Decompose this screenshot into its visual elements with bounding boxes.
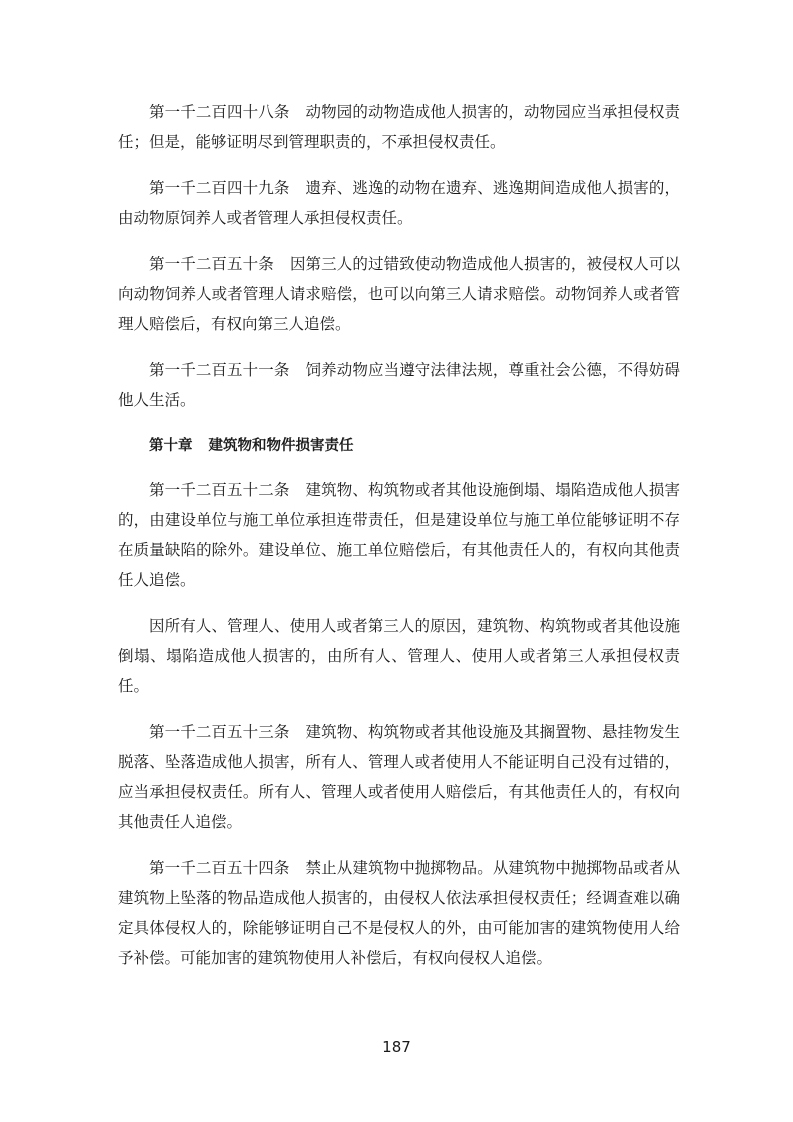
paragraph-text: 因所有人、管理人、使用人或者第三人的原因，建筑物、构筑物或者其他设施倒塌、塌陷造成他人损害的，由所有人、管理人、使用人或者第三人承担侵权责任。 bbox=[118, 617, 680, 695]
article-paragraph bbox=[118, 173, 680, 233]
article-text: 动物园的动物造成他人损害的，动物园应当承担侵权责任；但是，能够证明尽到管理职责的，不承担侵权责任。 bbox=[118, 103, 680, 151]
chapter-number: 第十章 bbox=[149, 438, 193, 454]
page-content bbox=[118, 97, 680, 989]
article-text: 建筑物、构筑物或者其他设施倒塌、塌陷造成他人损害的，由建设单位与施工单位承担连带责任，但是建设单位与施工单位能够证明不存在质量缺陷的除外。建设单位、施工单位赔偿后，有其他责任人的，有权向其他责任人追偿。 bbox=[118, 481, 680, 589]
article-text: 遗弃、逃逸的动物在遗弃、逃逸期间造成他人损害的，由动物原饲养人或者管理人承担侵权责任。 bbox=[118, 179, 680, 227]
article-number: 第一千二百五十一条 bbox=[149, 361, 290, 379]
chapter-heading bbox=[118, 431, 680, 461]
article-number: 第一千二百五十四条 bbox=[149, 859, 290, 877]
article-paragraph bbox=[118, 97, 680, 157]
article-number: 第一千二百五十条 bbox=[149, 255, 274, 273]
article-paragraph bbox=[118, 717, 680, 837]
article-text: 因第三人的过错致使动物造成他人损害的，被侵权人可以向动物饲养人或者管理人请求赔偿，也可以向第三人请求赔偿。动物饲养人或者管理人赔偿后，有权向第三人追偿。 bbox=[118, 255, 680, 333]
chapter-title: 建筑物和物件损害责任 bbox=[208, 438, 354, 454]
article-number: 第一千二百五十二条 bbox=[149, 481, 290, 499]
article-number: 第一千二百四十八条 bbox=[149, 103, 290, 121]
article-text: 建筑物、构筑物或者其他设施及其搁置物、悬挂物发生脱落、坠落造成他人损害，所有人、管理人或者使用人不能证明自己没有过错的，应当承担侵权责任。所有人、管理人或者使用人赔偿后，有其他责任人的，有权向其他责任人追偿。 bbox=[118, 723, 680, 831]
article-text: 禁止从建筑物中抛掷物品。从建筑物中抛掷物品或者从建筑物上坠落的物品造成他人损害的，由侵权人依法承担侵权责任；经调查难以确定具体侵权人的，除能够证明自己不是侵权人的外，由可能加害的建筑物使用人给予补偿。可能加害的建筑物使用人补偿后，有权向侵权人追偿。 bbox=[118, 859, 680, 967]
article-paragraph bbox=[118, 853, 680, 973]
article-paragraph bbox=[118, 249, 680, 339]
article-number: 第一千二百五十三条 bbox=[149, 723, 290, 741]
article-number: 第一千二百四十九条 bbox=[149, 179, 290, 197]
article-paragraph bbox=[118, 475, 680, 595]
article-paragraph bbox=[118, 355, 680, 415]
continuation-paragraph bbox=[118, 611, 680, 701]
article-text: 饲养动物应当遵守法律法规，尊重社会公德，不得妨碍他人生活。 bbox=[118, 361, 680, 409]
page-number: 187 bbox=[382, 1038, 411, 1056]
